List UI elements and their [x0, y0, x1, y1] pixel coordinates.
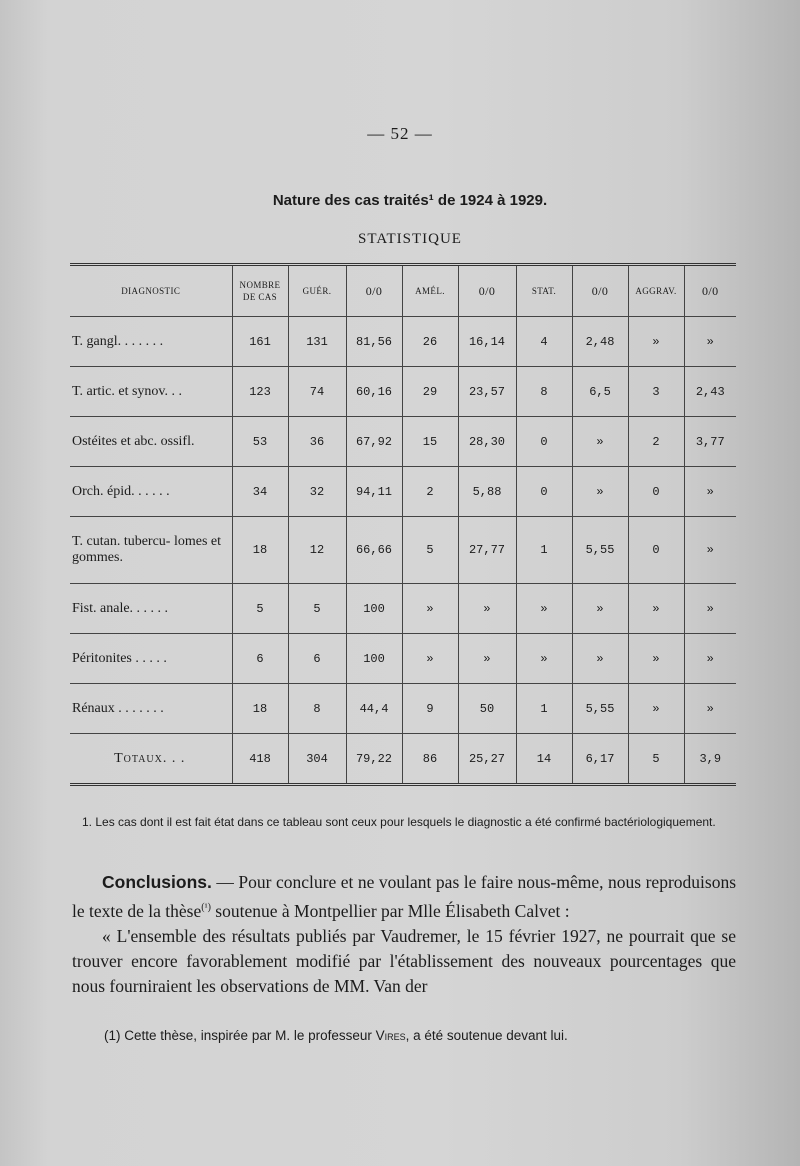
cell-gueris: 5 [288, 584, 346, 634]
page-number: — 52 — [367, 124, 433, 143]
quote-paragraph: « L'ensemble des résultats publiés par Vaudremer, le 15 février 1927, ne pourrait que se trouver encore favorablement modifié par l'établissement des nouveaux pourcentages que nous fourniraient les observations de MM. Van der [72, 925, 736, 996]
cell-aggraves: 3 [628, 367, 684, 417]
header-aggraves: AGGRAV. [628, 265, 684, 317]
cell-pct-aggraves: 3,77 [684, 417, 736, 467]
cell-pct-aggraves: » [684, 317, 736, 367]
cell-total-ameliores: 86 [402, 734, 458, 785]
cell-pct-stationnaires: 5,55 [572, 517, 628, 584]
cell-nombre: 18 [232, 517, 288, 584]
cell-ameliores: 2 [402, 467, 458, 517]
table-row [70, 584, 736, 634]
cell-pct-aggraves: 2,43 [684, 367, 736, 417]
cell-stationnaires: 4 [516, 317, 572, 367]
cell-pct-ameliores: 16,14 [458, 317, 516, 367]
cell-pct-stationnaires: 2,48 [572, 317, 628, 367]
header-pct-gueris: 0/0 [346, 265, 402, 317]
cell-ameliores: » [402, 634, 458, 684]
cell-gueris: 74 [288, 367, 346, 417]
cell-total-pct-aggraves: 3,9 [684, 734, 736, 785]
cell-nombre: 161 [232, 317, 288, 367]
cell-total-nombre: 418 [232, 734, 288, 785]
cell-total-gueris: 304 [288, 734, 346, 785]
cell-pct-gueris: 94,11 [346, 467, 402, 517]
cell-nombre: 5 [232, 584, 288, 634]
cell-aggraves: » [628, 634, 684, 684]
cell-pct-stationnaires: 6,5 [572, 367, 628, 417]
conclusions-text-a: — Pour conclure et ne voulant pas le faire nous-même, nous reproduisons le texte de la thèse [72, 872, 736, 921]
cell-pct-gueris: 100 [346, 584, 402, 634]
cell-gueris: 32 [288, 467, 346, 517]
header-pct-aggraves: 0/0 [684, 265, 736, 317]
cell-pct-stationnaires: » [572, 584, 628, 634]
cell-aggraves: » [628, 684, 684, 734]
cell-pct-ameliores: 50 [458, 684, 516, 734]
cell-nombre: 34 [232, 467, 288, 517]
cell-diagnostic: Ostéites et abc. ossifl. [70, 417, 232, 467]
cell-pct-ameliores: 28,30 [458, 417, 516, 467]
body-text [72, 870, 736, 999]
table-row [70, 317, 736, 367]
cell-total-label: Totaux. . . [114, 750, 186, 766]
table-row [70, 684, 736, 734]
cell-diagnostic: Péritonites . . . . . [70, 634, 232, 684]
cell-total-pct-stationnaires: 6,17 [572, 734, 628, 785]
table-row [70, 517, 736, 584]
cell-nombre: 53 [232, 417, 288, 467]
table-row [70, 634, 736, 684]
cell-stationnaires: 0 [516, 417, 572, 467]
table-row [70, 367, 736, 417]
cell-pct-ameliores: 23,57 [458, 367, 516, 417]
header-gueris: GUÉR. [288, 265, 346, 317]
cell-aggraves: 2 [628, 417, 684, 467]
cell-ameliores: 29 [402, 367, 458, 417]
cell-pct-aggraves: » [684, 684, 736, 734]
footnote-ref: (¹) [201, 902, 211, 913]
cell-stationnaires: 1 [516, 517, 572, 584]
cell-stationnaires: » [516, 634, 572, 684]
cell-total-pct-gueris: 79,22 [346, 734, 402, 785]
cell-ameliores: 9 [402, 684, 458, 734]
header-ameliores: AMÉL. [402, 265, 458, 317]
cell-gueris: 8 [288, 684, 346, 734]
cell-diagnostic: T. cutan. tubercu- lomes et gommes. [70, 517, 232, 584]
cell-nombre: 123 [232, 367, 288, 417]
cell-stationnaires: 0 [516, 467, 572, 517]
cell-pct-aggraves: » [684, 634, 736, 684]
cell-pct-stationnaires: » [572, 634, 628, 684]
cell-total-aggraves: 5 [628, 734, 684, 785]
cell-ameliores: 15 [402, 417, 458, 467]
conclusions-heading: Conclusions. [102, 872, 212, 892]
table-row [70, 417, 736, 467]
cell-pct-ameliores: » [458, 634, 516, 684]
cell-aggraves: » [628, 584, 684, 634]
cell-pct-stationnaires: » [572, 467, 628, 517]
cell-nombre: 6 [232, 634, 288, 684]
cell-gueris: 131 [288, 317, 346, 367]
cell-total-stationnaires: 14 [516, 734, 572, 785]
table-header-row [70, 265, 736, 317]
cell-pct-aggraves: » [684, 467, 736, 517]
cell-pct-gueris: 44,4 [346, 684, 402, 734]
cell-diagnostic: T. artic. et synov. . . [70, 367, 232, 417]
cell-stationnaires: 8 [516, 367, 572, 417]
cell-total-pct-ameliores: 25,27 [458, 734, 516, 785]
cell-pct-gueris: 66,66 [346, 517, 402, 584]
table-row [70, 467, 736, 517]
cell-pct-gueris: 67,92 [346, 417, 402, 467]
cell-pct-ameliores: 27,77 [458, 517, 516, 584]
cell-pct-aggraves: » [684, 517, 736, 584]
page-footnote [104, 1028, 744, 1043]
cell-pct-gueris: 60,16 [346, 367, 402, 417]
cell-gueris: 6 [288, 634, 346, 684]
cell-aggraves: 0 [628, 517, 684, 584]
header-nombre: NOMBRE DE CAS [232, 265, 288, 317]
cell-diagnostic: Fist. anale. . . . . . [70, 584, 232, 634]
cell-pct-ameliores: 5,88 [458, 467, 516, 517]
header-pct-ameliores: 0/0 [458, 265, 516, 317]
header-stationnaires: STAT. [516, 265, 572, 317]
cell-stationnaires: 1 [516, 684, 572, 734]
table-title: Nature des cas traités¹ de 1924 à 1929. [272, 192, 548, 209]
cell-aggraves: 0 [628, 467, 684, 517]
table-total-row [70, 734, 736, 785]
table-subtitle: STATISTIQUE [358, 231, 462, 247]
cell-gueris: 36 [288, 417, 346, 467]
cell-aggraves: » [628, 317, 684, 367]
cell-pct-ameliores: » [458, 584, 516, 634]
cell-pct-aggraves: » [684, 584, 736, 634]
cell-diagnostic: Rénaux . . . . . . . [70, 684, 232, 734]
statistics-table [70, 263, 736, 786]
header-diagnostic: DIAGNOSTIC [70, 265, 232, 317]
cell-ameliores: 26 [402, 317, 458, 367]
header-pct-stationnaires: 0/0 [572, 265, 628, 317]
cell-gueris: 12 [288, 517, 346, 584]
cell-pct-gueris: 81,56 [346, 317, 402, 367]
cell-pct-stationnaires: 5,55 [572, 684, 628, 734]
cell-diagnostic: T. gangl. . . . . . . [70, 317, 232, 367]
footnote-name: Vires [375, 1028, 406, 1043]
footnote-text-a: (1) Cette thèse, inspirée par M. le professeur [104, 1028, 376, 1043]
cell-nombre: 18 [232, 684, 288, 734]
cell-ameliores: 5 [402, 517, 458, 584]
cell-pct-stationnaires: » [572, 417, 628, 467]
cell-stationnaires: » [516, 584, 572, 634]
cell-pct-gueris: 100 [346, 634, 402, 684]
cell-diagnostic: Orch. épid. . . . . . [70, 467, 232, 517]
table-footnote: 1. Les cas dont il est fait état dans ce tableau sont ceux pour lesquels le diagnostic a été confirmé bactériologiquement. [82, 815, 716, 829]
conclusions-text-b: soutenue à Montpellier par Mlle Élisabeth Calvet : [210, 900, 570, 921]
footnote-text-b: , a été soutenue devant lui. [405, 1028, 568, 1043]
cell-ameliores: » [402, 584, 458, 634]
conclusions-paragraph [72, 870, 736, 924]
